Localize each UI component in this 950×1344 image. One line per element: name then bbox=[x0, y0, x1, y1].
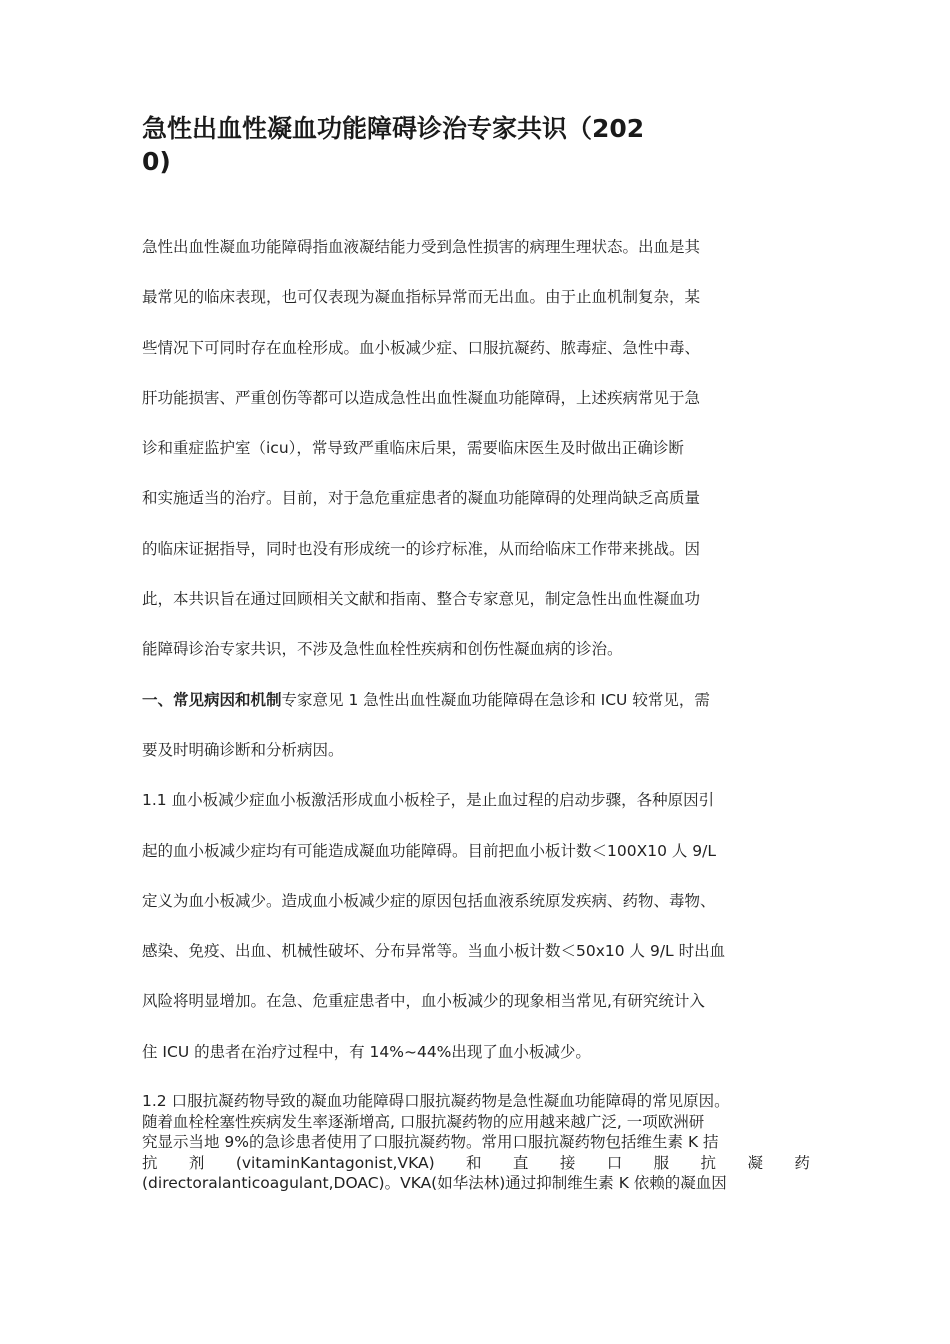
word: 抗 bbox=[700, 1153, 717, 1172]
sub-1-1-line: 1.1 血小板减少症血小板激活形成血小板栓子，是止血过程的启动步骤，各种原因引 bbox=[142, 791, 715, 810]
word: (vitaminKantagonist,VKA) bbox=[235, 1153, 435, 1172]
sub-1-1-line: 定义为血小板减少。造成血小板减少症的原因包括血液系统原发疾病、药物、毒物、 bbox=[142, 891, 716, 910]
sub-1-2-paragraph bbox=[142, 1091, 822, 1194]
word: 抗 bbox=[142, 1153, 158, 1172]
intro-line: 此，本共识旨在通过回顾相关文献和指南、整合专家意见，制定急性出血性凝血功 bbox=[142, 590, 701, 609]
sub-1-1-line: 感染、免疫、出血、机械性破坏、分布异常等。当血小板计数＜50x10 人 9/L 时出血 bbox=[142, 942, 726, 961]
word: 直 bbox=[512, 1153, 529, 1172]
word: 接 bbox=[559, 1153, 576, 1172]
section-1-heading: 一、常见病因和机制 bbox=[142, 690, 282, 709]
word: 和 bbox=[466, 1153, 482, 1172]
title-line-1: 急性出血性凝血功能障碍诊治专家共识（202 bbox=[142, 114, 645, 143]
word: 口 bbox=[606, 1153, 623, 1172]
word: 凝 bbox=[747, 1153, 763, 1172]
body-text bbox=[142, 233, 822, 1088]
intro-line: 些情况下可同时存在血栓形成。血小板减少症、口服抗凝药、脓毒症、急性中毒、 bbox=[142, 338, 701, 357]
sub-1-2-justified-line bbox=[142, 1153, 810, 1174]
intro-line: 肝功能损害、严重创伤等都可以造成急性出血性凝血功能障碍，上述疾病常见于急 bbox=[142, 388, 701, 407]
intro-line: 能障碍诊治专家共识，不涉及急性血栓性疾病和创伤性凝血病的诊治。 bbox=[142, 640, 623, 659]
section-1-text: 专家意见 1 急性出血性凝血功能障碍在急诊和 ICU 较常见，需 bbox=[281, 690, 710, 709]
document-title bbox=[142, 112, 702, 178]
section-1-line-1 bbox=[142, 686, 822, 736]
intro-line: 和实施适当的治疗。目前，对于急危重症患者的凝血功能障碍的处理尚缺乏高质量 bbox=[142, 489, 701, 508]
intro-line: 诊和重症监护室（icu），常导致严重临床后果，需要临床医生及时做出正确诊断 bbox=[142, 439, 684, 458]
sub-1-2-line: 随着血栓栓塞性疾病发生率逐渐增高, 口服抗凝药物的应用越来越广泛, 一项欧洲研 bbox=[142, 1112, 705, 1131]
section-1-line-2: 要及时明确诊断和分析病因。 bbox=[142, 740, 344, 759]
word: 剂 bbox=[188, 1153, 205, 1172]
word: 服 bbox=[653, 1153, 670, 1172]
title-line-2: 0) bbox=[142, 147, 171, 176]
sub-1-1-line: 起的血小板减少症均有可能造成凝血功能障碍。目前把血小板计数＜100X10 人 9/L bbox=[142, 841, 717, 860]
intro-line: 急性出血性凝血功能障碍指血液凝结能力受到急性损害的病理生理状态。出血是其 bbox=[142, 238, 701, 256]
sub-1-1-line: 住 ICU 的患者在治疗过程中，有 14%~44%出现了血小板减少。 bbox=[142, 1042, 591, 1061]
word: 药 bbox=[794, 1153, 810, 1172]
intro-line: 最常见的临床表现，也可仅表现为凝血指标异常而无出血。由于止血机制复杂，某 bbox=[142, 288, 701, 307]
sub-1-2-line: 1.2 口服抗凝药物导致的凝血功能障碍口服抗凝药物是急性凝血功能障碍的常见原因。 bbox=[142, 1092, 730, 1110]
sub-1-1-line: 风险将明显增加。在急、危重症患者中，血小板减少的现象相当常见,有研究统计入 bbox=[142, 992, 705, 1011]
sub-1-2-line: 究显示当地 9%的急诊患者使用了口服抗凝药物。常用口服抗凝药物包括维生素 K 拮 bbox=[142, 1133, 719, 1151]
intro-line: 的临床证据指导，同时也没有形成统一的诊疗标准，从而给临床工作带来挑战。因 bbox=[142, 539, 701, 558]
sub-1-2-line: (directoralanticoagulant,DOAC)。VKA(如华法林)通过抑制维生素 K 依赖的凝血因 bbox=[142, 1174, 727, 1192]
